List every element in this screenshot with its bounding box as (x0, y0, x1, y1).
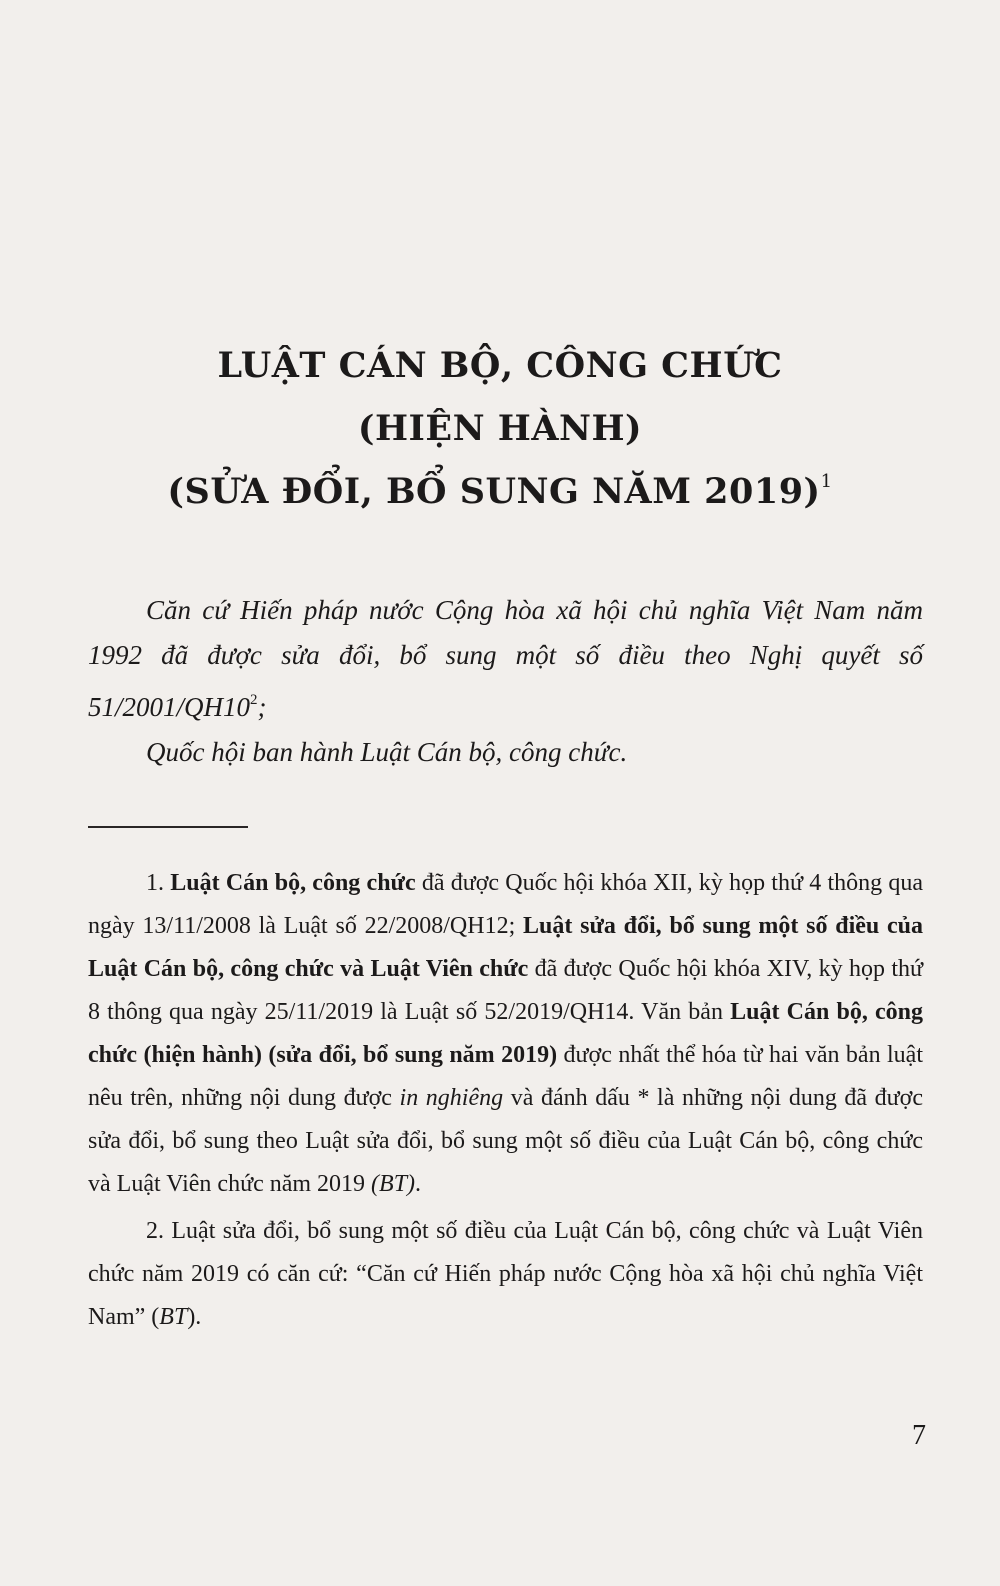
footnote-1-text-4: và đánh dấu * là những nội dung đã được sửa đổi, bổ sung theo Luật sửa đổi, bổ sung một số điều của Luật Cán bộ, công chức và Luật Viên chức năm 2019 (88, 1085, 923, 1197)
preamble (88, 588, 923, 775)
footnote-marker-1: 1 (820, 471, 833, 492)
law-title-line-1: LUẬT CÁN BỘ, CÔNG CHỨC (217, 345, 783, 386)
preamble-basis (88, 588, 923, 730)
footnote-1-bold-2: Luật sửa đổi, bổ sung một số điều của Luật Cán bộ, công chức và Luật Viên chức (88, 913, 924, 982)
footnote-2 (88, 1210, 923, 1339)
footnote-2-text-1: 2. Luật sửa đổi, bổ sung một số điều của Luật Cán bộ, công chức và Luật Viên chức năm 2019 có căn cứ: “Căn cứ Hiến pháp nước Cộng hòa xã hội chủ nghĩa Việt Nam” ( (88, 1218, 923, 1330)
preamble-basis-end: ; (257, 692, 267, 722)
preamble-basis-text: Căn cứ Hiến pháp nước Cộng hòa xã hội chủ nghĩa Việt Nam năm 1992 đã được sửa đổi, bổ sung một số điều theo Nghị quyết số 51/2001/QH10 (88, 595, 923, 722)
footnote-separator (88, 826, 248, 828)
footnote-1 (88, 862, 923, 1206)
law-title-line-3 (0, 471, 1000, 512)
law-title-line-3-text: (SỬA ĐỔI, BỔ SUNG NĂM 2019) (167, 471, 821, 512)
footnote-2-italic-1: BT (159, 1304, 188, 1330)
footnote-1-text-3: được nhất thể hóa từ hai văn bản luật nêu trên, những nội dung được (88, 1042, 923, 1111)
footnote-1-text-2: đã được Quốc hội khóa XIV, kỳ họp thứ 8 thông qua ngày 25/11/2019 là Luật số 52/2019/QH14. Văn bản (88, 956, 924, 1025)
footnote-1-bold-3: Luật Cán bộ, công chức (hiện hành) (sửa đổi, bổ sung năm 2019) (88, 999, 924, 1068)
footnote-1-text-1: đã được Quốc hội khóa XII, kỳ họp thứ 4 thông qua ngày 13/11/2008 là Luật số 22/2008/QH12; (88, 870, 923, 939)
footnote-1-italic-2: (BT) (371, 1171, 416, 1197)
law-title-line-2: (HIỆN HÀNH) (357, 408, 643, 449)
footnote-marker-2: 2 (250, 692, 258, 708)
footnotes (88, 862, 923, 1343)
footnote-1-bold-1: Luật Cán bộ, công chức (170, 870, 416, 896)
preamble-enactment: Quốc hội ban hành Luật Cán bộ, công chức. (146, 737, 628, 767)
footnote-1-italic-1: in nghiêng (399, 1085, 504, 1111)
footnote-2-text-2: ). (187, 1304, 202, 1330)
footnote-1-text-5: . (415, 1171, 422, 1197)
page-number: 7 (912, 1420, 926, 1451)
footnote-1-number: 1. (146, 870, 171, 896)
